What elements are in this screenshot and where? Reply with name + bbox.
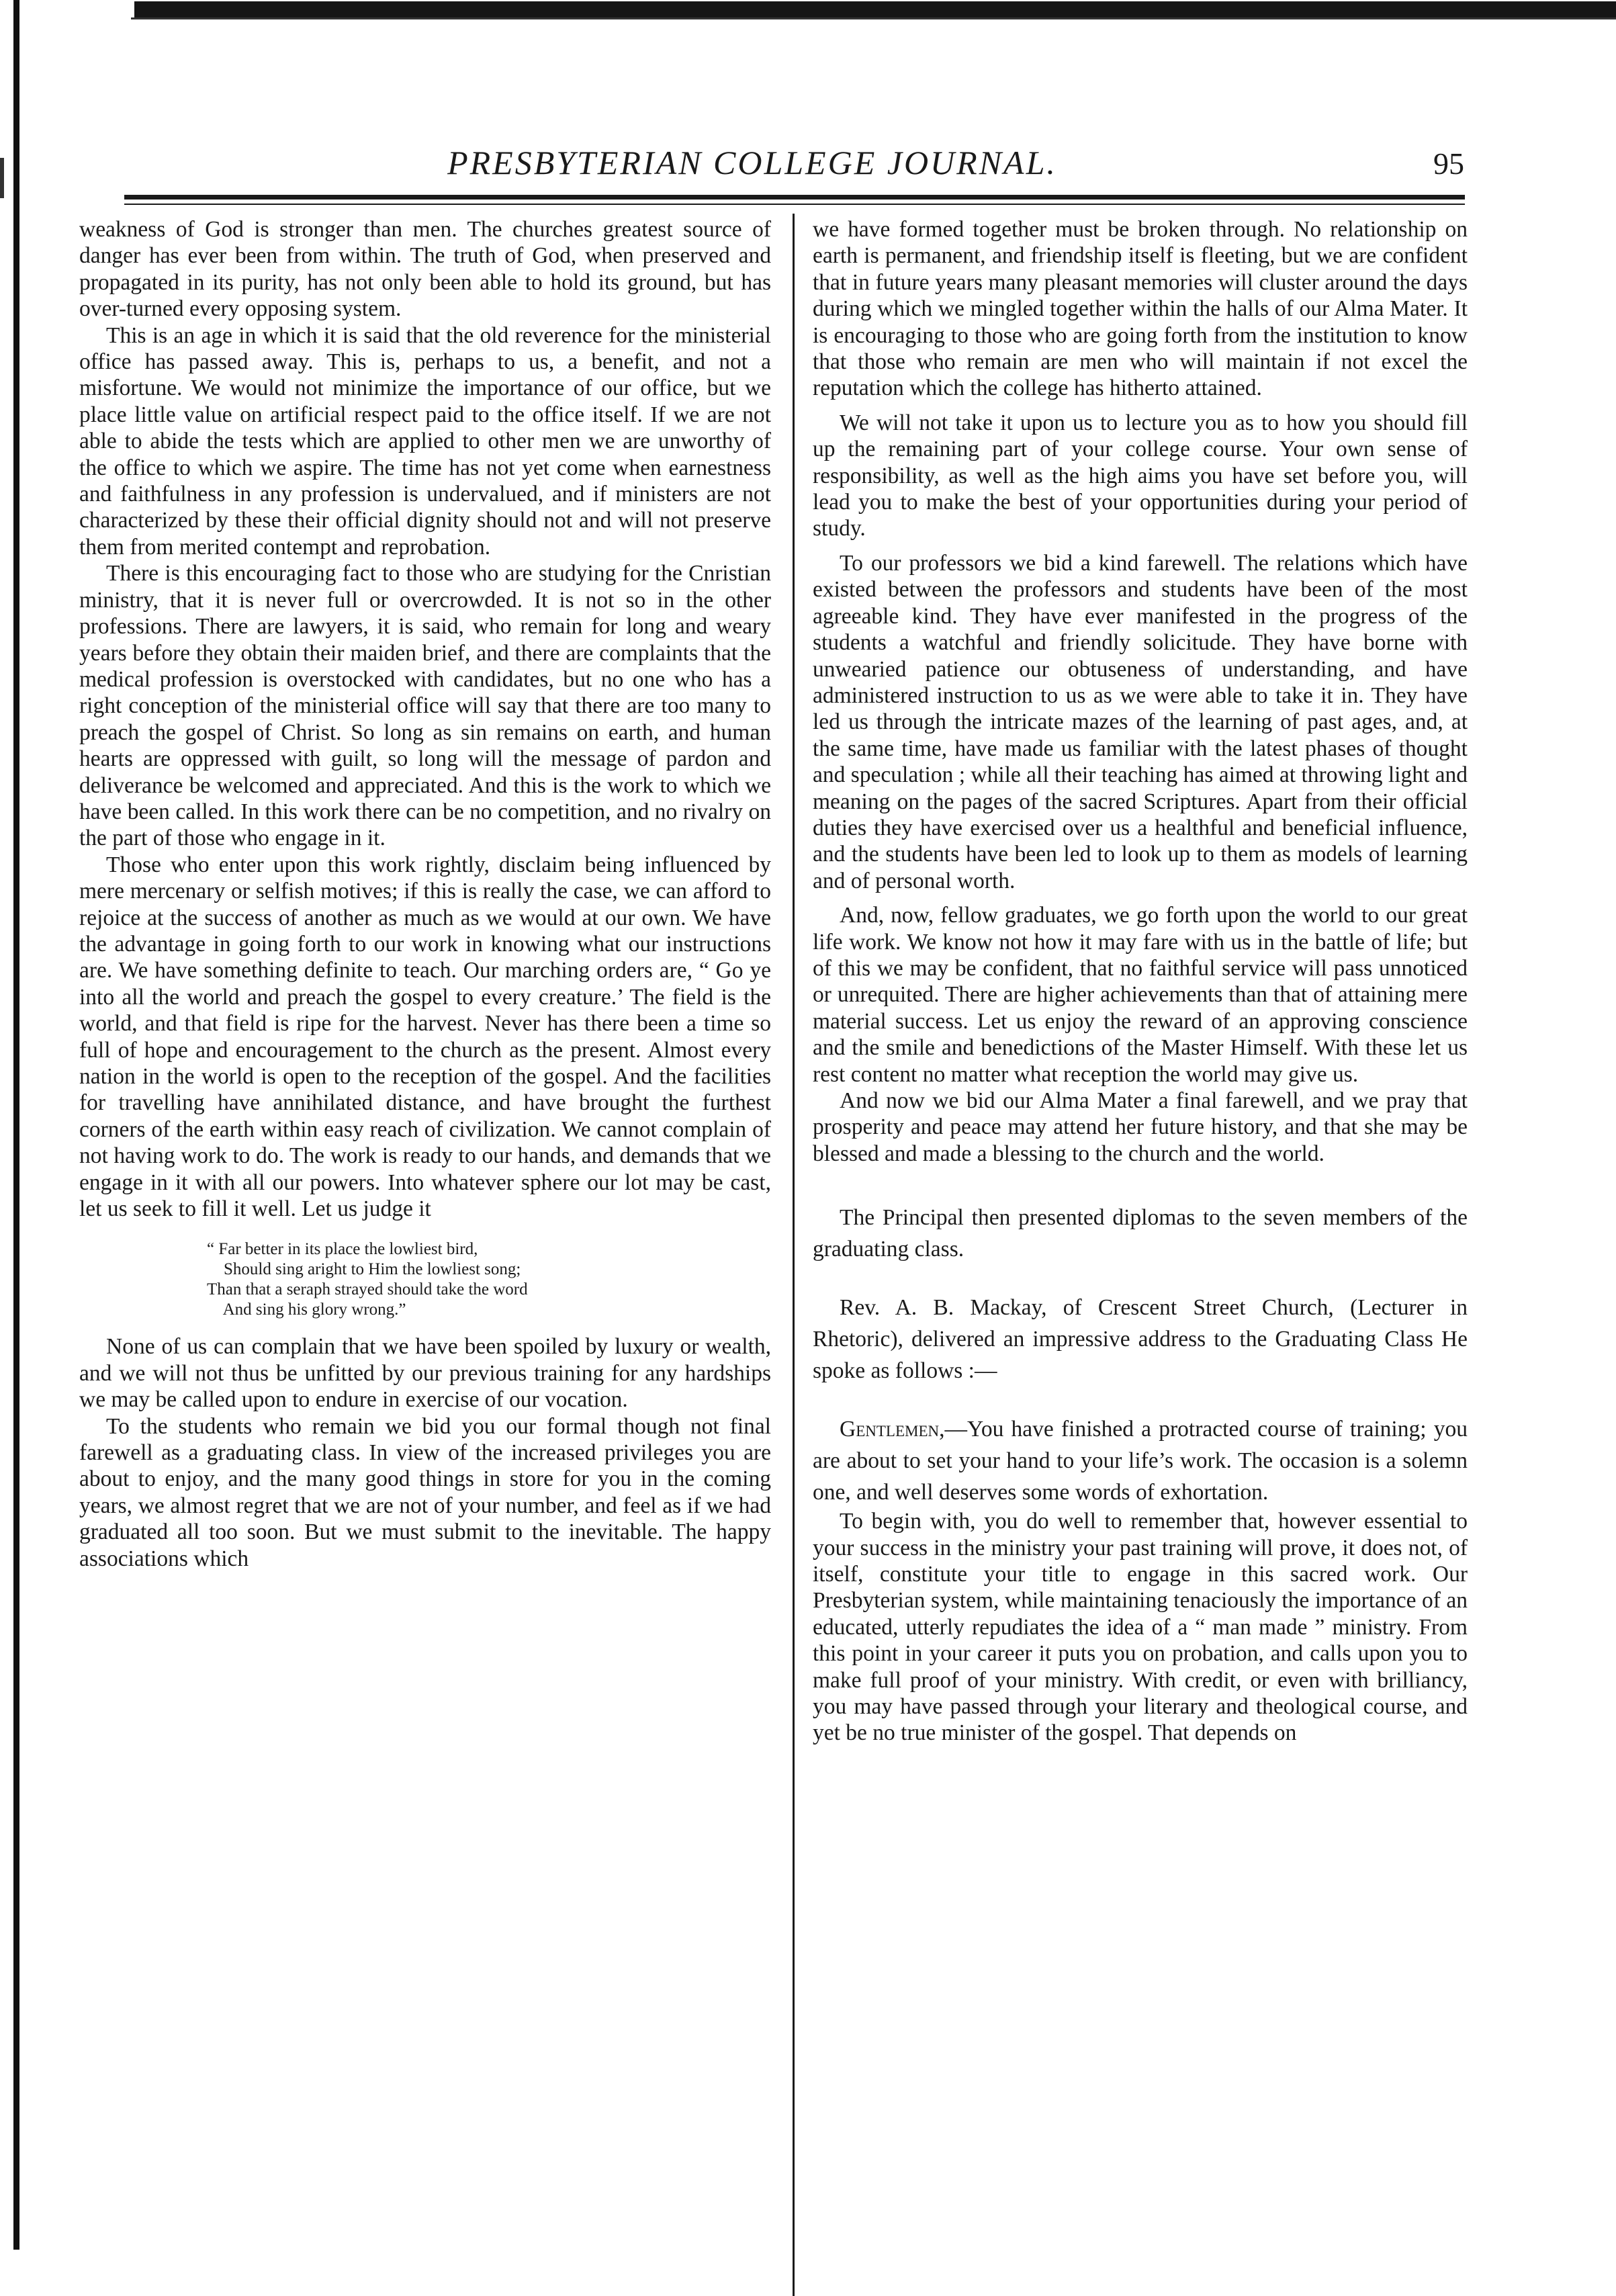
column-divider	[793, 214, 795, 2296]
right-column	[813, 216, 1468, 1747]
verse-quote	[79, 1239, 771, 1320]
quote-line: Should sing aright to Him the lowliest song;	[207, 1260, 521, 1279]
left-column	[79, 216, 771, 1572]
paragraph: To our professors we bid a kind farewell. The relations which have existed between the professors and students have been of the most agreeable kind. They have ever manifested in the progress of the students a watchful and friendly solicitude. They have borne with unwearied patience our obtuseness of understanding, and have administered instruction to us as we were able to take it in. They have led us through the intricate mazes of the learning of past ages, and, at the same time, have made us familiar with the latest phases of thought and speculation ; while all their teaching has aimed at throwing light and meaning on the pages of the sacred Scriptures. Apart from their official duties they have exercised over us a healthful and beneficial influence, and the students have been led to look up to them as models of learning and of personal worth.	[813, 550, 1468, 893]
scan-mark-left	[0, 158, 4, 198]
quote-line: And sing his glory wrong.”	[207, 1300, 406, 1319]
paragraph: Those who enter upon this work rightly, disclaim being influenced by mere mercenary or selfish motives; if this is really the case, we can afford to rejoice at the success of another as much as we would at our own. We have the advantage in going forth to our work in knowing what our instructions are. We have something definite to teach. Our marching orders are, “ Go ye into all the world and preach the gospel to every creature.’ The field is the world, and that field is ripe for the harvest. Never has there been a time so full of hope and encouragement to the church as the present. Almost every nation in the world is open to the reception of the gospel. And the facilities for travelling have annihilated distance, and have brought the furthest corners of the earth within easy reach of civilization. We cannot complain of not having work to do. The work is ready to our hands, and demands that we engage in it with all our powers. Into whatever sphere our lot may be cast, let us seek to fill it well. Let us judge it	[79, 852, 771, 1222]
salutation-text: —You have finished a protracted course of training; you are about to set your hand to your life’s work. The occasion is a solemn one, and well deserves some words of exhortation.	[813, 1417, 1468, 1505]
quote-line: “ Far better in its place the lowliest bird,	[207, 1240, 478, 1259]
page-number: 95	[1433, 146, 1464, 181]
paragraph: And, now, fellow graduates, we go forth upon the world to our great life work. We know not how it may fare with us in the battle of life; but of this we may be confident, that no faithful service will pass unnoticed or unrequited. There are higher achievements than that of attaining mere material success. Let us enjoy the reward of an approving conscience and the smile and benedictions of the Master Himself. With these let us rest content no matter what reception the world may give us.	[813, 903, 1468, 1087]
running-header	[40, 138, 1464, 191]
paragraph	[813, 1413, 1468, 1508]
paragraph: We will not take it upon us to lecture you as to how you should fill up the remaining part of your college course. Your own sense of responsibility, as well as the high aims you have set before you, will lead you to make the best of your opportunities during your period of study.	[813, 410, 1468, 541]
journal-title: PRESBYTERIAN COLLEGE JOURNAL.	[447, 144, 1057, 181]
paragraph: we have formed together must be broken through. No relationship on earth is permanent, and friendship itself is fleeting, but we are confident that in future years many pleasant memories will cluster around the days during which we mingled together within the halls of our Alma Mater. It is encouraging to those who are going forth from the institution to know that those who remain are men who will maintain if not excel the reputation which the college has hitherto attained.	[813, 217, 1468, 401]
scan-border-left	[13, 0, 19, 2250]
paragraph: Rev. A. B. Mackay, of Crescent Street Church, (Lecturer in Rhetoric), delivered an impressive address to the Graduating Class He spoke as follows :—	[813, 1295, 1468, 1384]
paragraph: The Principal then presented diplomas to the seven members of the graduating class.	[813, 1205, 1468, 1262]
paragraph: weakness of God is stronger than men. The churches greatest source of danger has ever been from within. The truth of God, when preserved and propagated in its purity, has not only been able to hold its ground, but has over-turned every opposing system.	[79, 217, 771, 322]
paragraph: To the students who remain we bid you our formal though not final farewell as a graduating class. In view of the increased privileges you are about to enjoy, and the many good things in store for you in the coming years, we almost regret that we are not of your number, and feel as if we had graduated all too soon. But we must submit to the inevitable. The happy associations which	[79, 1413, 771, 1571]
quote-line: Than that a seraph strayed should take the word	[207, 1280, 528, 1299]
paragraph: And now we bid our Alma Mater a final farewell, and we pray that prosperity and peace may attend her future history, and that she may be blessed and made a blessing to the church and the world.	[813, 1088, 1468, 1166]
paragraph: This is an age in which it is said that the old reverence for the ministerial office has passed away. This is, perhaps to us, a benefit, and not a misfortune. We would not minimize the importance of our office, but we place little value on artificial respect paid to the office itself. If we are not able to abide the tests which are applied to other men we are unworthy of the office to which we aspire. The time has not yet come when earnestness and faithfulness in any profession is undervalued, and if ministers are not characterized by these their official dignity should not and will not preserve them from merited contempt and reprobation.	[79, 322, 771, 560]
scan-line-top	[131, 17, 1616, 19]
header-rule-thin	[124, 204, 1465, 205]
paragraph: None of us can complain that we have been spoiled by luxury or wealth, and we will not thus be unfitted by our previous training for any hardships we may be called upon to endure in exercise of our vocation.	[79, 1334, 771, 1413]
header-rule-thick	[124, 195, 1465, 200]
paragraph: There is this encouraging fact to those who are studying for the Cnristian ministry, that it is never full or overcrowded. It is not so in the other professions. There are lawyers, it is said, who remain for long and weary years before they obtain their maiden brief, and there are complaints that the medical profession is overstocked with candidates, but no one who has a right conception of the ministerial office will say that there are too many to preach the gospel of Christ. So long as sin remains on earth, and human hearts are oppressed with guilt, so long will the message of pardon and deliverance be welcomed and appreciated. And this is the work to which we have been called. In this work there can be no competition, and no rivalry on the part of those who engage in it.	[79, 561, 771, 851]
scan-border-top	[134, 1, 1616, 17]
salutation: Gentlemen,	[840, 1417, 945, 1442]
paragraph: To begin with, you do well to remember that, however essential to your success in the ministry your past training will prove, it does not, of itself, constitute your title to engage in this sacred work. Our Presbyterian system, while maintaining tenaciously the importance of an educated, utterly repudiates the idea of a “ man made ” ministry. From this point in your career it puts you on probation, and calls upon you to make full proof of your ministry. With credit, or even with brilliancy, you may have passed through your literary and theological course, and yet be no true minister of the gospel. That depends on	[813, 1509, 1468, 1746]
